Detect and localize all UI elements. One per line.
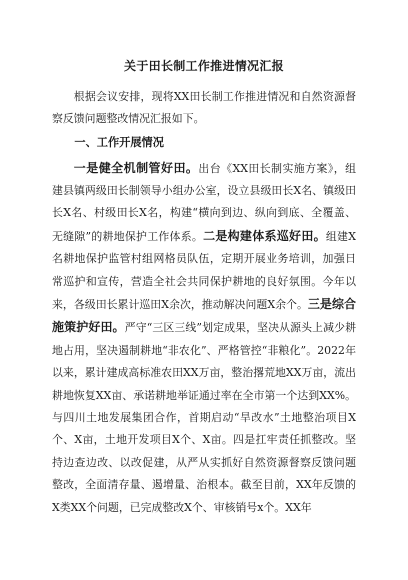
point-2-text: 组建X名耕地保护监管村组网格员队伍，定期开展业务培训，加强日常巡护和宣传，营造全社会共同保护耕地的良好氛围。今年以来，各级田长累计巡田X余次，推动解决问题X余个。 <box>52 229 356 312</box>
point-1-lead: 一是健全机制管好田。 <box>73 160 199 175</box>
main-paragraph <box>52 157 356 520</box>
document-title: 关于田长制工作推进情况汇报 <box>124 59 284 73</box>
intro-paragraph: 根据会议安排，现将XX田长制工作推进情况和自然资源督察反馈问题整改情况汇报如下。 <box>52 90 356 126</box>
point-2-lead: 二是构建体系巡好田。 <box>203 228 326 243</box>
document-body <box>52 0 356 519</box>
point-1-text: 出台《XX田长制实施方案》，组建县镇两级田长制领导小组办公室，设立县级田长X名、镇级田长X名、村级田长X名，构建“横向到边、纵向到底、全覆盖、无缝隙”的耕地保护工作体系。 <box>52 161 356 243</box>
point-3-text: 严守“三区三线”划定成果，坚决从源头上减少耕地占用，坚决遏制耕地“非农化”、严格管控“非粮化”。2022年以来，累计建成高标准农田XX万亩，整治撂荒地XX万亩，流出耕地恢复XX亩、承诺耕地举证通过率在全市第一个达到XX%。与四川土地发展集团合作，首期启动“旱改水”土地整治项目X个、X亩，土地开发项目X个、X亩。四是扛牢责任抓整改。坚持边查边改、以改促建，从严从实抓好自然资源督察反馈问题整改，全面清存量、遏增量、治根本。截至目前，XX年反馈的X类XX个问题，已完成整改X个、审核销号x个。XX年 <box>52 321 356 514</box>
section-heading: 一、工作开展情况 <box>74 136 164 150</box>
point-3-lead: 三是综合施策护好田。 <box>52 297 356 335</box>
